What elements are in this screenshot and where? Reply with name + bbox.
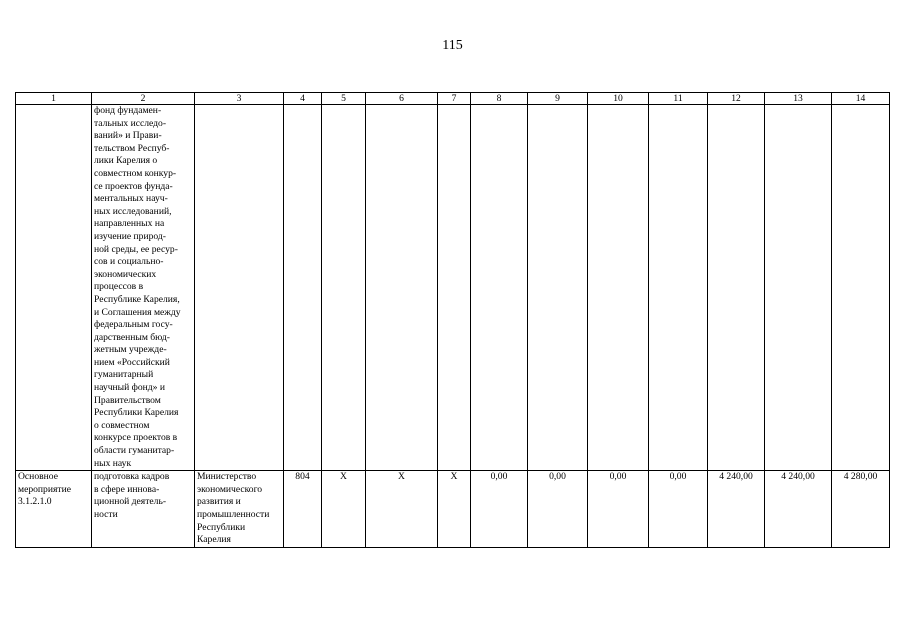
- table-cell: [366, 471, 438, 548]
- table-cell: [284, 105, 322, 471]
- column-number: 7: [438, 93, 471, 105]
- column-number: 14: [832, 93, 890, 105]
- amount-value: 4 240,00: [781, 471, 815, 483]
- amount-value: 0,00: [490, 471, 508, 483]
- table-cell: [438, 105, 471, 471]
- table-cell: [322, 471, 366, 548]
- column-number: 4: [284, 93, 322, 105]
- column-number: 11: [649, 93, 708, 105]
- table-cell: [322, 105, 366, 471]
- table-cell: [649, 471, 708, 548]
- table-cell: [471, 105, 528, 471]
- table-cell: [832, 105, 890, 471]
- table-cell: [284, 471, 322, 548]
- cell-text: Х: [398, 471, 405, 483]
- table-row: [16, 471, 890, 548]
- cell-text: Х: [450, 471, 458, 483]
- column-number: 13: [765, 93, 832, 105]
- responsible-executor: Министерство экономического развития и промышленности Республики Карелия: [197, 471, 270, 546]
- column-number: 2: [92, 93, 195, 105]
- table-cell: [92, 105, 195, 471]
- column-number: 1: [16, 93, 92, 105]
- table-cell: [765, 105, 832, 471]
- table-cell: [528, 105, 588, 471]
- table-cell: [649, 105, 708, 471]
- table-cell: [528, 471, 588, 548]
- amount-value: 0,00: [609, 471, 627, 483]
- column-number: 8: [471, 93, 528, 105]
- column-number: 6: [366, 93, 438, 105]
- amount-value: 0,00: [669, 471, 687, 483]
- event-code: Основное мероприятие 3.1.2.1.0: [18, 471, 71, 508]
- page-number: 115: [442, 38, 463, 53]
- column-number: 3: [195, 93, 284, 105]
- table-header-row: [16, 93, 890, 105]
- budget-table: [15, 92, 890, 548]
- table-cell: [708, 105, 765, 471]
- table-cell: [16, 105, 92, 471]
- cell-text: Х: [340, 471, 347, 483]
- table-cell: [438, 471, 471, 548]
- table-cell: [195, 105, 284, 471]
- column-number: 10: [588, 93, 649, 105]
- amount-value: 0,00: [549, 471, 566, 483]
- table-cell: [832, 471, 890, 548]
- table-cell: [471, 471, 528, 548]
- table-cell: [92, 471, 195, 548]
- table-cell: [16, 471, 92, 548]
- table-row: [16, 105, 890, 471]
- column-number: 5: [322, 93, 366, 105]
- budget-code: 804: [295, 471, 310, 483]
- column-number: 9: [528, 93, 588, 105]
- table-cell: [588, 105, 649, 471]
- column-number: 12: [708, 93, 765, 105]
- table-cell: [708, 471, 765, 548]
- table-cell: [765, 471, 832, 548]
- event-description: подготовка кадров в сфере иннова- ционной деятель- ности: [94, 471, 170, 520]
- table-cell: [588, 471, 649, 548]
- table-cell: [195, 471, 284, 548]
- event-description: фонд фундамен- тальных исследо- ваний» и Прави- тельством Респуб- лики Карелия о совместном конкур- се проектов фунда- ментальных науч- ных исследований, направленных на изучение природ- ной среды, ее ресур- сов и социально- экономических процессов в Республике Карелия, и Соглашения между федеральным госу- дарственным бюд- жетным учрежде- нием «Российский гуманитарный научный фонд» и Правительством Республики Карелия о совместном конкурсе проектов в области гуманитар- ных наук: [94, 105, 181, 469]
- amount-value: 4 240,00: [719, 471, 753, 483]
- amount-value: 4 280,00: [843, 471, 878, 483]
- table-cell: [366, 105, 438, 471]
